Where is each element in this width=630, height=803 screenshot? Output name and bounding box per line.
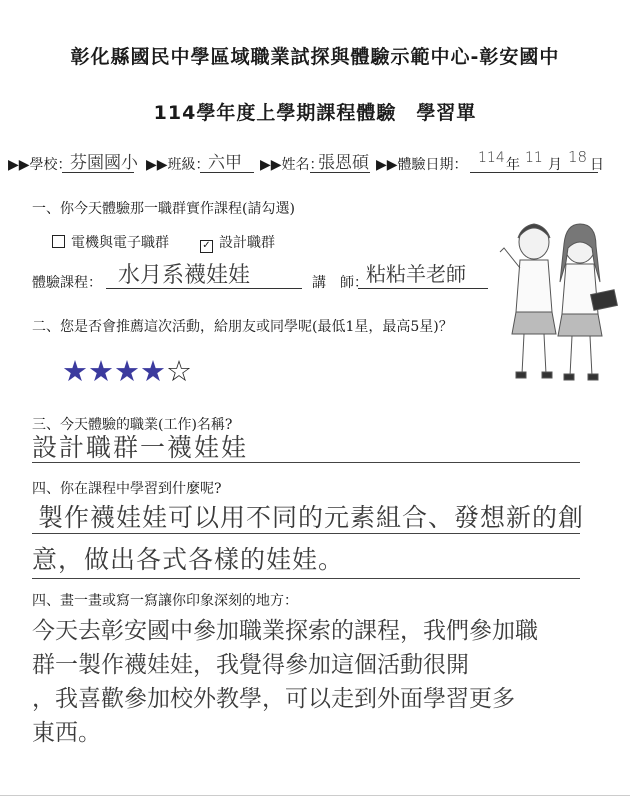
class-value: 六甲 bbox=[208, 153, 242, 173]
q5-answer-line4: 東西。 bbox=[32, 720, 101, 746]
option-electrical-label: 電機與電子職群 bbox=[71, 235, 169, 251]
q1-option-design[interactable] bbox=[200, 232, 275, 253]
check-mark-icon: ✓ bbox=[202, 240, 211, 251]
filled-star-icon[interactable]: ★ bbox=[114, 354, 140, 388]
q5-answer-line1: 今天去彰安國中參加職業探索的課程，我們參加職 bbox=[32, 618, 538, 644]
filled-star-icon[interactable]: ★ bbox=[140, 354, 166, 388]
teacher-underline bbox=[358, 288, 488, 289]
date-label: ▶▶體驗日期： bbox=[376, 157, 468, 173]
q2-question: 二、您是否會推薦這次活動，給朋友或同學呢(最低1星，最高5星)？ bbox=[32, 319, 453, 335]
q5-answer-line2: 群一製作襪娃娃，我覺得參加這個活動很開 bbox=[32, 652, 469, 678]
q1-option-electrical[interactable] bbox=[52, 232, 169, 252]
course-underline bbox=[106, 288, 302, 289]
teacher-value: 粘粘羊老師 bbox=[366, 262, 466, 286]
q3-question: 三、今天體驗的職業(工作)名稱? bbox=[32, 417, 233, 433]
empty-star-icon[interactable]: ☆ bbox=[166, 354, 192, 388]
date-year: 114 bbox=[478, 150, 505, 166]
school-label: ▶▶學校： bbox=[8, 157, 72, 173]
date-underline bbox=[470, 172, 598, 173]
school-value: 芬園國小 bbox=[70, 153, 138, 173]
students-illustration-icon bbox=[496, 212, 622, 388]
q1-question: 一、你今天體驗那一職群實作課程(請勾選) bbox=[32, 201, 295, 217]
option-design-label: 設計職群 bbox=[219, 235, 275, 251]
q3-answer: 設計職群一襪娃娃 bbox=[32, 433, 249, 462]
name-label: ▶▶姓名： bbox=[260, 157, 324, 173]
course-label: 體驗課程： bbox=[32, 275, 102, 291]
q5-answer-line3: ，我喜歡參加校外教學，可以走到外面學習更多 bbox=[32, 686, 515, 712]
info-row bbox=[8, 148, 608, 178]
date-year-unit: 年 bbox=[506, 157, 520, 173]
page-subtitle: 114學年度上學期課程體驗 學習單 bbox=[153, 102, 477, 124]
page-bottom-edge bbox=[0, 795, 630, 796]
date-day: 18 bbox=[568, 148, 588, 166]
school-underline bbox=[62, 172, 134, 173]
date-month: 11 bbox=[525, 150, 543, 166]
q4-question: 四、你在課程中學習到什麼呢? bbox=[32, 481, 222, 497]
teacher-label: 講 師： bbox=[312, 275, 368, 291]
class-label: ▶▶班級： bbox=[146, 157, 210, 173]
q4-answer-line2-rule bbox=[32, 578, 580, 579]
date-day-unit: 日 bbox=[590, 157, 604, 173]
q4-answer-line2: 意，做出各式各樣的娃娃。 bbox=[32, 545, 345, 574]
checkbox-electrical[interactable] bbox=[52, 235, 65, 248]
date-month-unit: 月 bbox=[548, 157, 562, 173]
filled-star-icon[interactable]: ★ bbox=[88, 354, 114, 388]
q3-answer-line bbox=[32, 462, 580, 463]
checkbox-design[interactable] bbox=[200, 240, 213, 253]
q5-question: 四、畫一畫或寫一寫讓你印象深刻的地方： bbox=[32, 593, 298, 609]
name-value: 張恩碩 bbox=[318, 153, 369, 173]
q4-answer-line1: 製作襪娃娃可以用不同的元素組合、發想新的創 bbox=[38, 503, 585, 532]
star-rating[interactable] bbox=[62, 356, 192, 386]
course-value: 水月系襪娃娃 bbox=[118, 263, 251, 288]
filled-star-icon[interactable]: ★ bbox=[62, 354, 88, 388]
q4-answer-line1-rule bbox=[32, 533, 580, 534]
name-underline bbox=[310, 172, 370, 173]
class-underline bbox=[200, 172, 254, 173]
page-title: 彰化縣國民中學區域職業試探與體驗示範中心-彰安國中 bbox=[70, 46, 560, 68]
